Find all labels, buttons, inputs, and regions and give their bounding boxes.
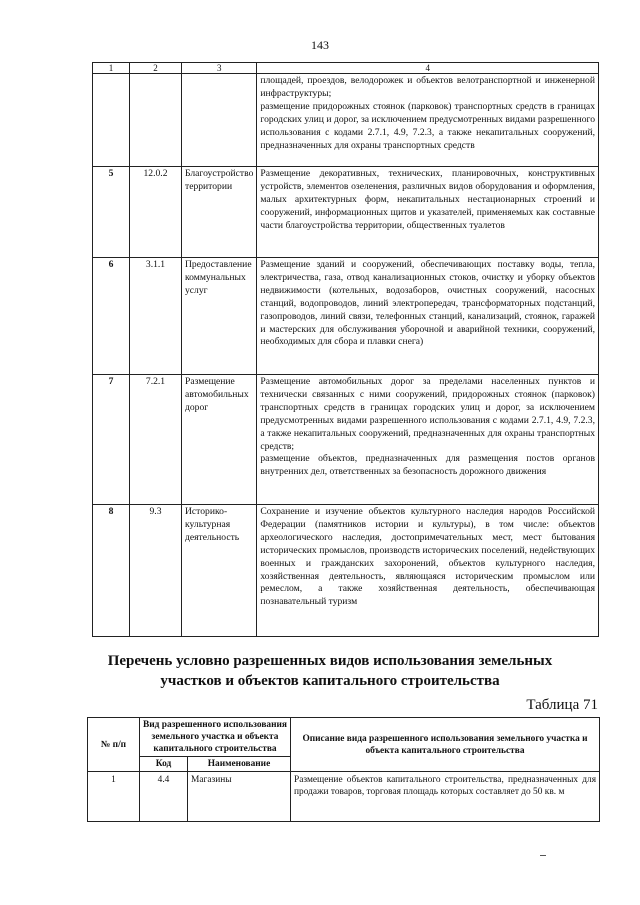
scan-mark bbox=[540, 855, 546, 856]
row-number: 5 bbox=[93, 167, 130, 258]
row-name: Предоставление коммунальных услуг bbox=[182, 258, 257, 375]
row-description: площадей, проездов, велодорожек и объектов велотранспортной и инженерной инфраструктуры; размещение придорожных стоянок (парковок) транспортных средств в границах городских улиц и дорог, за исключением предусмотренных видами разрешенного использования с кодами 2.7.1, 4.9, 7.2.3, а также некапитальных сооружений, предназначенных для охраны транспортных средств bbox=[257, 74, 599, 167]
table-row bbox=[93, 505, 599, 637]
page-number: 143 bbox=[311, 38, 329, 52]
permitted-uses-table bbox=[92, 62, 599, 637]
row-code: 4.4 bbox=[140, 772, 188, 822]
conditional-uses-table bbox=[87, 717, 600, 822]
row-name: Благоустройство территории bbox=[182, 167, 257, 258]
row-number: 1 bbox=[88, 772, 140, 822]
table-row-continuation bbox=[93, 74, 599, 167]
row-description: Размещение декоративных, технических, планировочных, конструктивных устройств, элементов озеленения, различных видов оборудования и оформления, малых архитектурных форм, некапитальных нестационарных строений и сооружений, информационных щитов и указателей, применяемых как составные части благоустройства территории, общественных туалетов bbox=[257, 167, 599, 258]
table-row bbox=[93, 375, 599, 505]
column-number-2: 2 bbox=[130, 63, 182, 74]
table-row bbox=[93, 258, 599, 375]
header-number: № п/п bbox=[88, 718, 140, 772]
row-code: 9.3 bbox=[130, 505, 182, 637]
table-row bbox=[93, 167, 599, 258]
row-description: Размещение объектов капитального строительства, предназначенных для продажи товаров, торговая площадь которых составляет до 50 кв. м bbox=[291, 772, 600, 822]
header-name: Наименование bbox=[188, 757, 291, 772]
column-number-4: 4 bbox=[257, 63, 599, 74]
row-number: 6 bbox=[93, 258, 130, 375]
row-number: 8 bbox=[93, 505, 130, 637]
table-header-row bbox=[88, 718, 600, 757]
row-code: 12.0.2 bbox=[130, 167, 182, 258]
table-row bbox=[88, 772, 600, 822]
row-description: Размещение автомобильных дорог за пределами населенных пунктов и технически связанных с ними сооружений, придорожных стоянок (парковок) транспортных средств в границах городских улиц и дорог, за исключением предусмотренных видами разрешенного использования с кодами 2.7.1, 4.9, 7.2.3, а также некапитальных сооружений, предназначенных для охраны транспортных средств; размещение объектов, предназначенных для размещения постов органов внутренних дел, ответственных за безопасность дорожного движения bbox=[257, 375, 599, 505]
row-code: 7.2.1 bbox=[130, 375, 182, 505]
row-description: Размещение зданий и сооружений, обеспечивающих поставку воды, тепла, электричества, газа, отвод канализационных стоков, очистку и уборку объектов недвижимости (котельных, водозаборов, очистных сооружений, насосных станций, водопроводов, линий электропередач, трансформаторных подстанций, газопроводов, линий связи, телефонных станций, канализаций, стоянок, гаражей и мастерских для обслуживания уборочной и аварийной техники, сооружений, необходимых для сбора и плавки снега) bbox=[257, 258, 599, 375]
row-name: Размещение автомобильных дорог bbox=[182, 375, 257, 505]
row-description: Сохранение и изучение объектов культурного наследия народов Российской Федерации (памятников истории и культуры), в том числе: объектов археологического наследия, достопримечательных мест, мест бытования исторических промыслов, производств исторических поселений, недействующих военных и гражданских захоронений, объектов культурного наследия, хозяйственная деятельность, являющаяся историческим промыслом или ремеслом, а также хозяйственная деятельность, обеспечивающая познавательный туризм bbox=[257, 505, 599, 637]
table-header-row bbox=[93, 63, 599, 74]
column-number-3: 3 bbox=[182, 63, 257, 74]
header-code: Код bbox=[140, 757, 188, 772]
header-description: Описание вида разрешенного использования земельного участка и объекта капитального строительства bbox=[291, 718, 600, 772]
column-number-1: 1 bbox=[93, 63, 130, 74]
section-title: Перечень условно разрешенных видов использования земельных участков и объектов капитального строительства bbox=[107, 653, 553, 689]
table-label: Таблица 71 bbox=[526, 697, 598, 713]
row-name: Историко-культурная деятельность bbox=[182, 505, 257, 637]
row-number: 7 bbox=[93, 375, 130, 505]
row-code: 3.1.1 bbox=[130, 258, 182, 375]
row-name: Магазины bbox=[188, 772, 291, 822]
header-use-type: Вид разрешенного использования земельного участка и объекта капитального строительства bbox=[140, 718, 291, 757]
